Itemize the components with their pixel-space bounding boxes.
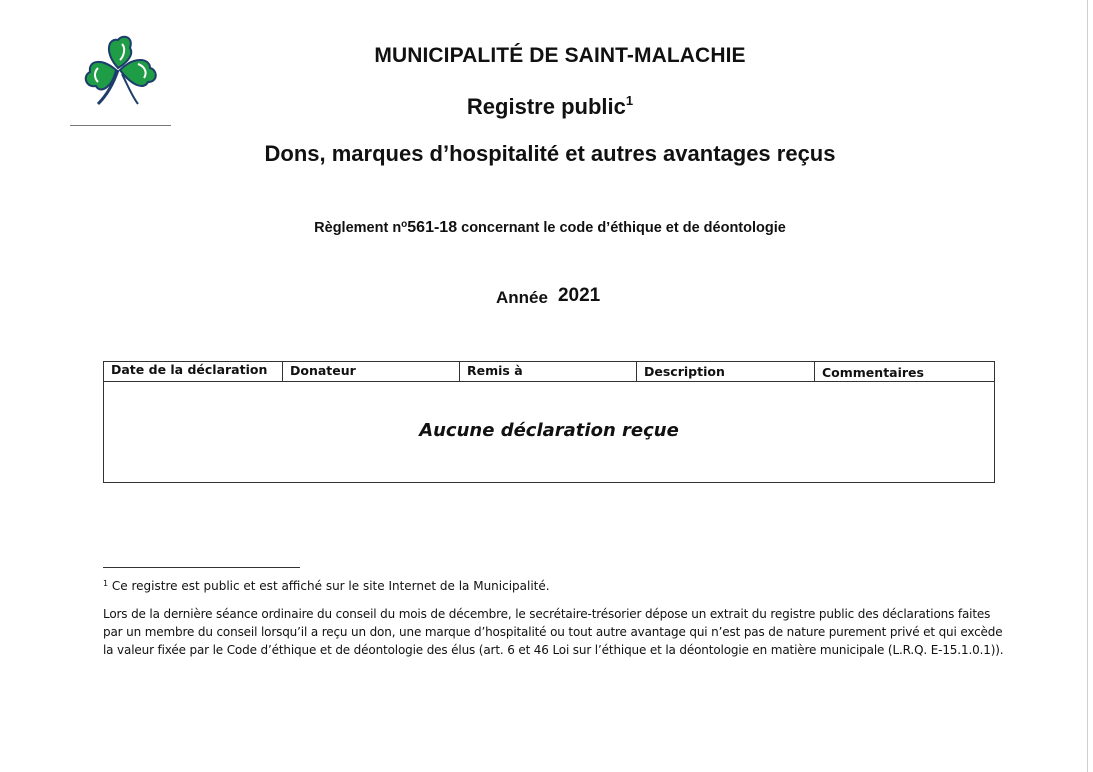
footnote-marker: 1 <box>103 579 109 588</box>
register-footnote-marker: 1 <box>625 93 634 108</box>
column-header-comments: Commentaires <box>822 365 924 380</box>
municipality-name: MUNICIPALITÉ DE SAINT-MALACHIE <box>374 44 746 67</box>
regulation-number: 561-18 <box>407 219 458 236</box>
register-title-text: Registre public <box>466 94 626 119</box>
logo-divider <box>70 125 171 126</box>
year-label: Année <box>496 288 548 307</box>
column-header-description: Description <box>637 362 815 381</box>
table-header-row <box>104 362 994 382</box>
column-header-donor: Donateur <box>283 362 460 381</box>
regulation-number-sign: o <box>401 219 408 230</box>
year-value: 2021 <box>557 285 601 306</box>
regulation-prefix: Règlement n <box>314 220 402 236</box>
footnote-text: Ce registre est public et est affiché sur le site Internet de la Municipalité. <box>111 579 550 593</box>
regulation-line <box>0 219 1093 237</box>
footnote-divider <box>103 567 300 568</box>
document-subtitle: Dons, marques d’hospitalité et autres avantages reçus <box>264 141 836 166</box>
column-header-given-to: Remis à <box>460 362 637 381</box>
year-line <box>496 287 600 309</box>
regulation-suffix: concernant le code d’éthique et de déontologie <box>457 220 786 236</box>
register-title <box>0 94 1093 120</box>
column-header-date: Date de la déclaration <box>104 362 283 381</box>
empty-table-message: Aucune déclaration reçue <box>419 420 679 441</box>
declarations-table <box>103 361 995 483</box>
footnote <box>103 577 1003 595</box>
note-paragraph: Lors de la dernière séance ordinaire du conseil du mois de décembre, le secrétaire-trésorier dépose un extrait du registre public des déclarations faites par un membre du conseil lorsqu’il a reçu un don, une marque d’hospitalité ou tout autre avantage qui n’est pas de nature purement privé et qui excède la valeur fixée par le Code d’éthique et de déontologie des élus (art. 6 et 46 Loi sur l’éthique et la déontologie en matière municipale (L.R.Q. E-15.1.0.1)). <box>103 607 1004 657</box>
